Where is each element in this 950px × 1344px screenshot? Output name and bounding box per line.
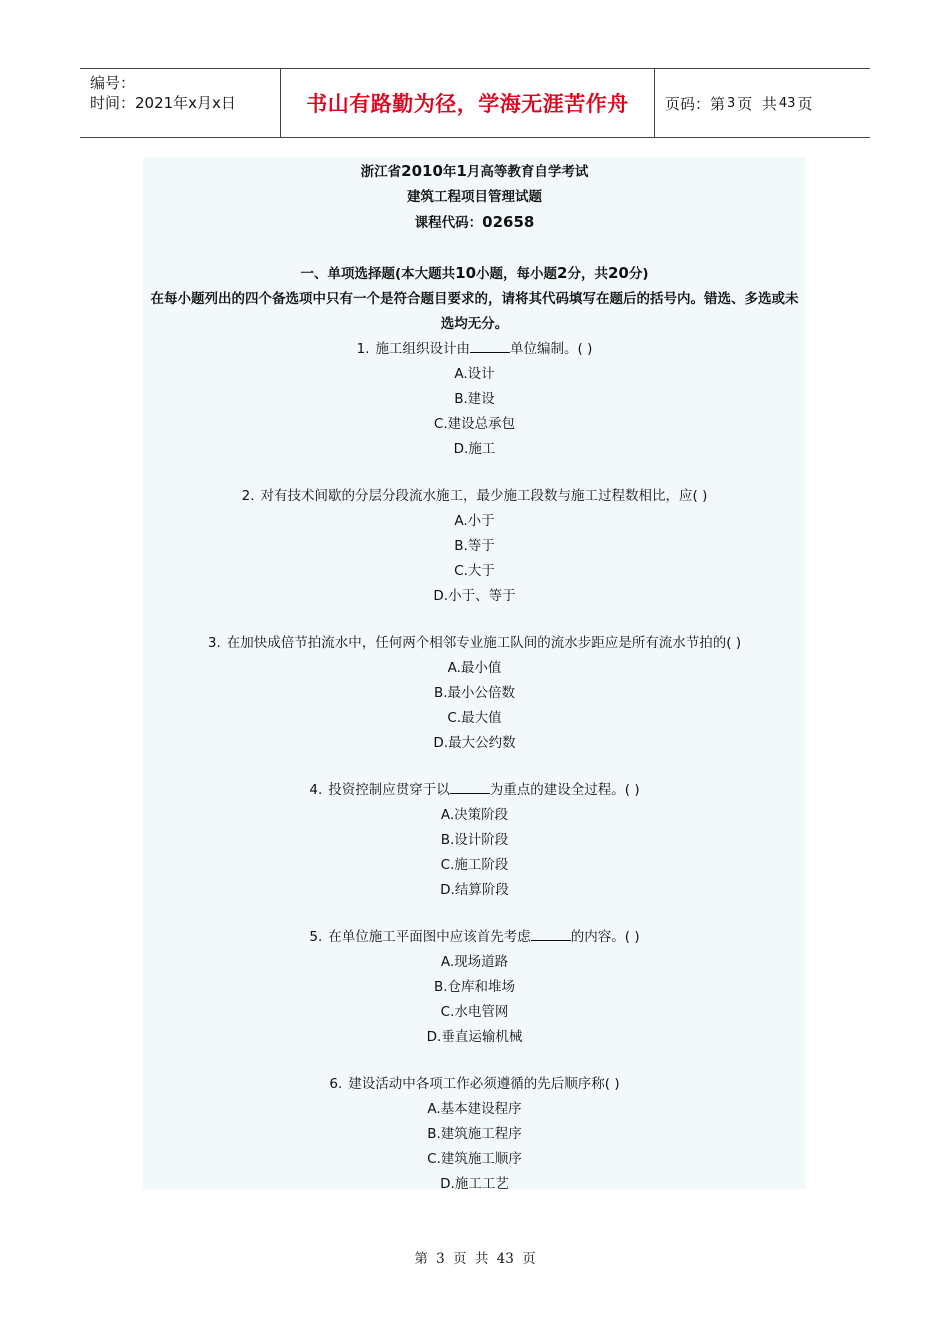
answer-option: D.垂直运输机械 <box>426 1029 523 1045</box>
page-mid: 页 共 <box>737 94 777 113</box>
question-stem <box>143 925 806 950</box>
answer-option: B.设计阶段 <box>440 832 509 848</box>
answer-option: A.设计 <box>454 366 495 382</box>
question-item <box>143 925 806 1050</box>
answer-option: C.建筑施工顺序 <box>427 1151 522 1167</box>
section-text: 小题，每小题 <box>476 266 558 282</box>
number-label: 编号： <box>90 74 136 92</box>
answer-option: D.最大公约数 <box>433 735 516 751</box>
page-total: 43 <box>778 95 796 111</box>
answer-option: C.大于 <box>454 563 495 579</box>
question-item <box>143 484 806 609</box>
question-text: 在单位施工平面图中应该首先考虑 <box>328 929 531 945</box>
answer-blank <box>531 926 571 941</box>
section-text: 分，共 <box>567 266 608 282</box>
question-number: 4. <box>309 782 323 798</box>
question-item <box>143 778 806 903</box>
exam-content <box>143 157 806 1192</box>
header-page-info <box>655 69 870 137</box>
answer-option: B.最小公倍数 <box>433 685 516 701</box>
section-heading <box>143 261 806 287</box>
answer-option: C.最大值 <box>447 710 502 726</box>
page-footer: 第 3 页 共 43 页 <box>414 1251 536 1267</box>
question-stem <box>143 778 806 803</box>
answer-option: A.基本建设程序 <box>427 1101 522 1117</box>
question-text: 施工组织设计由 <box>375 341 471 357</box>
course-code-label: 课程代码： <box>414 215 483 231</box>
question-text: 对有技术间歇的分层分段流水施工，最少施工段数与施工过程数相比，应( ) <box>260 488 708 504</box>
section-text: 分) <box>628 266 649 282</box>
question-text: 在加快成倍节拍流水中，任何两个相邻专业施工队间的流水步距应是所有流水节拍的( ) <box>226 635 742 651</box>
title-text: 浙江省 <box>360 164 402 180</box>
section-count: 10 <box>455 264 477 282</box>
answer-option: A.决策阶段 <box>440 807 509 823</box>
answer-option: B.等于 <box>454 538 495 554</box>
title-month: 1 <box>456 162 467 180</box>
answer-option: B.仓库和堆场 <box>433 979 516 995</box>
question-item <box>143 631 806 756</box>
question-number: 6. <box>329 1076 343 1092</box>
question-list <box>143 337 806 1197</box>
question-text: 投资控制应贯穿于以 <box>328 782 450 798</box>
answer-option: C.水电管网 <box>440 1004 509 1020</box>
question-number: 1. <box>356 341 370 357</box>
answer-blank <box>450 779 490 794</box>
section-total: 20 <box>607 264 629 282</box>
section-points: 2 <box>557 264 568 282</box>
title-text: 年 <box>442 164 457 180</box>
header-motto: 书山有路勤为径，学海无涯苦作舟 <box>281 69 655 137</box>
section-instruction: 在每小题列出的四个备选项中只有一个是符合题目要求的，请将其代码填写在题后的括号内。错选、多选或未选均无分。 <box>150 291 799 332</box>
answer-option: A.现场道路 <box>440 954 509 970</box>
exam-title-line1 <box>143 159 806 185</box>
answer-option: B.建设 <box>454 391 495 407</box>
question-number: 5. <box>309 929 323 945</box>
course-code <box>143 210 806 236</box>
question-text: 的内容。( ) <box>570 929 640 945</box>
answer-option: D.结算阶段 <box>440 882 509 898</box>
question-item <box>143 337 806 462</box>
course-code-value: 02658 <box>482 213 535 231</box>
question-text: 为重点的建设全过程。( ) <box>489 782 640 798</box>
answer-option: D.施工 <box>453 441 496 457</box>
question-stem <box>143 337 806 362</box>
exam-subject: 建筑工程项目管理试题 <box>407 189 542 205</box>
title-year: 2010 <box>401 162 443 180</box>
answer-blank <box>470 338 510 353</box>
answer-option: A.小于 <box>454 513 495 529</box>
question-text: 单位编制。( ) <box>510 341 593 357</box>
section-text: 一、单项选择题(本大题共 <box>300 266 456 282</box>
answer-option: D.施工工艺 <box>440 1176 509 1192</box>
page-header <box>80 68 870 138</box>
question-item <box>143 1072 806 1197</box>
header-meta <box>80 69 281 137</box>
answer-option: C.建设总承包 <box>433 416 516 432</box>
title-text: 月高等教育自学考试 <box>466 164 589 180</box>
question-number: 2. <box>241 488 255 504</box>
question-stem <box>143 631 806 656</box>
answer-option: D.小于、等于 <box>433 588 516 604</box>
time-label: 时间：2021年x月x日 <box>90 94 236 112</box>
answer-option: C.施工阶段 <box>440 857 509 873</box>
page-current: 3 <box>727 95 736 111</box>
question-text: 建设活动中各项工作必须遵循的先后顺序称( ) <box>348 1076 620 1092</box>
page-suffix: 页 <box>797 94 813 113</box>
answer-option: A.最小值 <box>447 660 502 676</box>
question-number: 3. <box>207 635 221 651</box>
page-prefix: 页码：第 <box>665 94 726 113</box>
question-stem <box>143 484 806 509</box>
question-stem <box>143 1072 806 1097</box>
answer-option: B.建筑施工程序 <box>427 1126 522 1142</box>
